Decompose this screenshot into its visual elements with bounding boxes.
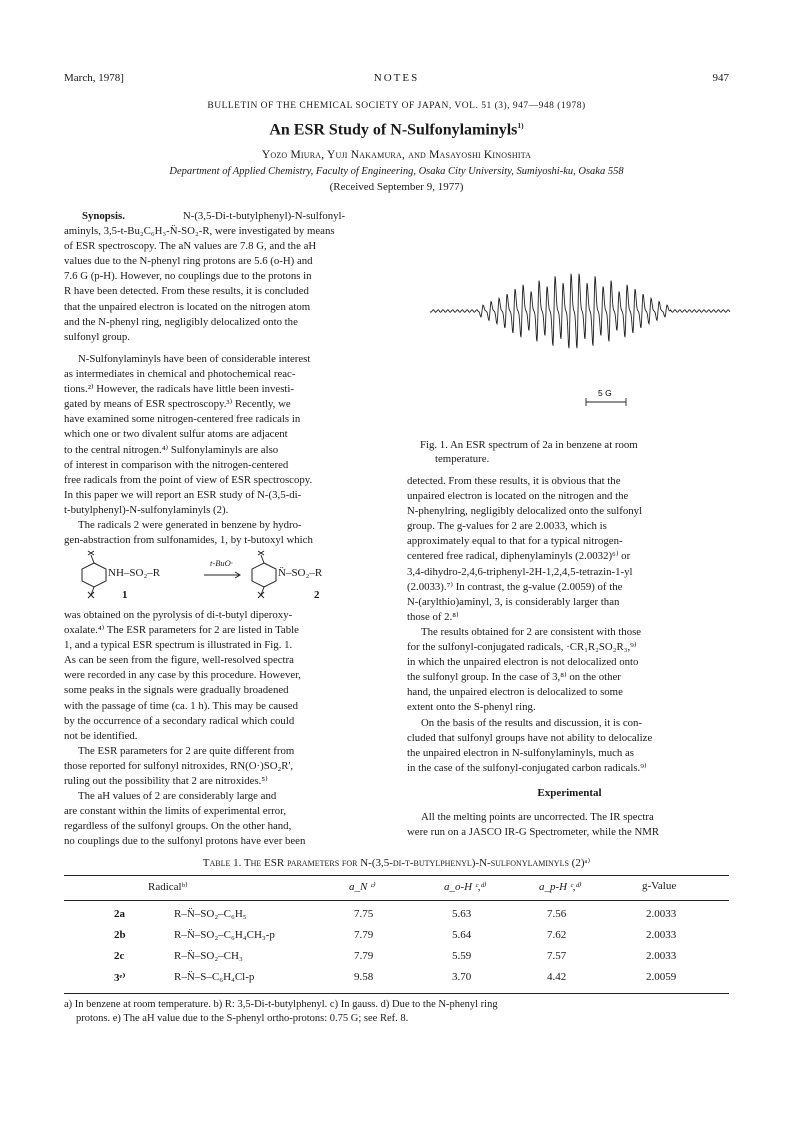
table-top-rule xyxy=(64,875,729,876)
col-header-an: a_N ᶜ⁾ xyxy=(349,881,376,893)
received-date: (Received September 9, 1977) xyxy=(329,181,464,193)
reaction-scheme xyxy=(64,545,387,605)
esr-spectrum-trace xyxy=(430,274,730,348)
scale-bar xyxy=(586,398,626,406)
running-section: NOTES xyxy=(373,72,420,84)
col-header-aph: a_p-H ᶜ,ᵈ⁾ xyxy=(539,881,582,893)
discussion-paragraphs: detected. From these results, it is obvious that the unpaired electron is located on the nitrogen and the N-phenylring, negligibly delocalized onto the sulfonyl group. The g-values for 2 are 2.0033, which is approximately equal to that for a typical nitrogen- centered free radical, diphenylaminyls (2.0032)⁶⁾ or 3,4-dihydro-2,4,6-triphenyl-2H-1,2,4,5-tetrazin-1-yl (2.0033).⁷⁾ In contrast, the g-value (2.0059) of the N-(arylthio)aminyl, 3, is considerably larger than those of 2.⁸⁾ The results obtained for 2 are consistent with those for the sulfonyl-conjugated radicals, ·CR₁R₂SO₂R₃,⁹⁾ in which the unpaired electron is not delocalized onto the sulfonyl group. In the case of 3,⁸⁾ on the other hand, the unpaired electron is delocalized to some extent onto the S-phenyl ring. On the basis of the results and discussion, it is con- cluded that sulfonyl groups have not ability to delocalize the unpaired electron in N-sulfonylaminyls, much as in the case of the sulfonyl-conjugated carbon radicals.⁹⁾ xyxy=(407,475,653,774)
col-header-g: g-Value xyxy=(642,880,677,892)
authors: Yozo Miura, Yuji Nakamura, and Masayoshi Kinoshita xyxy=(261,149,532,161)
table-header-rule xyxy=(64,900,729,901)
article-title: An ESR Study of N-Sulfonylaminyls$^{1)}$ xyxy=(269,121,524,139)
synopsis xyxy=(64,209,387,345)
synopsis-label: Synopsis. xyxy=(82,210,125,222)
col-header-radical: Radicalᵇ⁾ xyxy=(148,881,188,893)
synopsis-line: aminyls, 3,5-t-Bu₂C₆H₃-N̈-SO₂-R, were investigated by means xyxy=(64,225,335,238)
synopsis-line: that the unpaired electron is located on the nitrogen atom xyxy=(64,300,311,313)
compound-label-2: 2 xyxy=(314,589,320,601)
synopsis-line: of ESR spectroscopy. The aN values are 7.8 G, and the aH xyxy=(64,240,317,253)
reactant-group: NH–SO₂–R xyxy=(108,567,161,579)
section-heading-experimental: Experimental xyxy=(537,787,602,799)
synopsis-line: R have been detected. From these results, it is concluded xyxy=(64,285,309,298)
table-bottom-rule xyxy=(64,993,729,994)
table-row: 2a R–N̈–SO₂–C₆H₅ 7.75 5.63 7.56 2.0033 xyxy=(114,908,677,920)
table-row: 3ᵉ⁾ R–N̈–S–C₆H₄Cl-p 9.58 3.70 4.42 2.0059 xyxy=(114,971,677,984)
figure-caption: Fig. 1. An ESR spectrum of 2a in benzene at room temperature. xyxy=(420,439,638,465)
esr-spectrum-plot xyxy=(420,206,740,431)
journal-line: BULLETIN OF THE CHEMICAL SOCIETY OF JAPAN, VOL. 51 (3), 947—948 (1978) xyxy=(207,101,586,111)
table-footnotes: a) In benzene at room temperature. b) R: 3,5-Di-t-butylphenyl. c) In gauss. d) Due to the N-phenyl ring protons. e) The aH value due to the S-phenyl ortho-protons: 0.75 G; see Ref. 8. xyxy=(64,999,498,1024)
page-number: 947 xyxy=(712,72,729,84)
table-title: Table 1. The ESR parameters for N-(3,5-di-t-butylphenyl)-N-sulfonylaminyls (2)ᵃ⁾ xyxy=(202,857,591,869)
compound-label-1: 1 xyxy=(122,589,128,601)
synopsis-line: values due to the N-phenyl ring protons are 5.6 (o-H) and xyxy=(64,255,313,268)
table-row: 2b R–N̈–SO₂–C₆H₄CH₃-p 7.79 5.64 7.62 2.0033 xyxy=(114,929,677,941)
synopsis-line: and the N-phenyl ring, negligibly delocalized onto the xyxy=(64,315,298,328)
synopsis-line: sulfonyl group. xyxy=(64,330,130,343)
product-group: N̈–SO₂–R xyxy=(278,567,323,579)
esr-spectrum-figure xyxy=(420,206,740,431)
experimental-paragraph: All the melting points are uncorrected. The IR spectra were run on a JASCO IR-G Spectrometer, while the NMR xyxy=(407,811,660,839)
table-header-row xyxy=(64,880,729,898)
synopsis-line: Synopsis. N-(3,5-Di-t-butylphenyl)-N-sulfonyl- xyxy=(82,210,346,222)
table-row: 2c R–N̈–SO₂–CH₃ 7.79 5.59 7.57 2.0033 xyxy=(114,950,677,962)
intro-paragraph: N-Sulfonylaminyls have been of considerable interest as intermediates in chemical and photochemical reac- tions.²⁾ However, the radicals have little been investi- gated by means of ESR spectroscopy.³⁾ Recently, we have examined some nitrogen-centered free radicals in which one or two divalent sulfur atoms are adjacent to the central nitrogen.⁴⁾ Sulfonylaminyls are also of interest in comparison with the nitrogen-centered free radicals from the point of view of ESR spectroscopy. In this paper we will report an ESR study of N-(3,5-di- t-butylphenyl)-N-sulfonylaminyls (2). The radicals 2 were generated in benzene by hydro- gen-abstraction from sulfonamides, 1, by t-butoxyl which xyxy=(64,353,313,547)
scale-bar-label: 5 G xyxy=(598,388,612,398)
running-date: March, 1978] xyxy=(64,72,124,84)
synopsis-line: 7.6 G (p-H). However, no couplings due to the protons in xyxy=(64,270,312,283)
affiliation: Department of Applied Chemistry, Faculty of Engineering, Osaka City University, Sumiyoshi-ku, Osaka 558 xyxy=(169,166,624,177)
col-header-aoh: a_o-H ᶜ,ᵈ⁾ xyxy=(444,881,487,893)
results-paragraphs: was obtained on the pyrolysis of di-t-butyl diperoxy- oxalate.⁴⁾ The ESR parameters for 2 are listed in Table 1, and a typical ESR spectrum is illustrated in Fig. 1. As can be seen from the figure, well-resolved spectra were recorded in any case by this procedure. However, some peaks in the signals were gradually broadened with the passage of time (ca. 1 h). This may be caused by the occurrence of a secondary radical which could not be identified. The ESR parameters for 2 are quite different from those reported for sulfonyl nitroxides, RN(O·)SO₂R', ruling out the possibility that 2 are nitroxides.⁵⁾ The aH values of 2 are considerably large and are constant within the limits of experimental error, regardless of the sulfonyl groups. On the other hand, no couplings due to the sulfonyl protons have ever been xyxy=(64,609,306,848)
reagent-label: t-BuO· xyxy=(210,558,233,568)
